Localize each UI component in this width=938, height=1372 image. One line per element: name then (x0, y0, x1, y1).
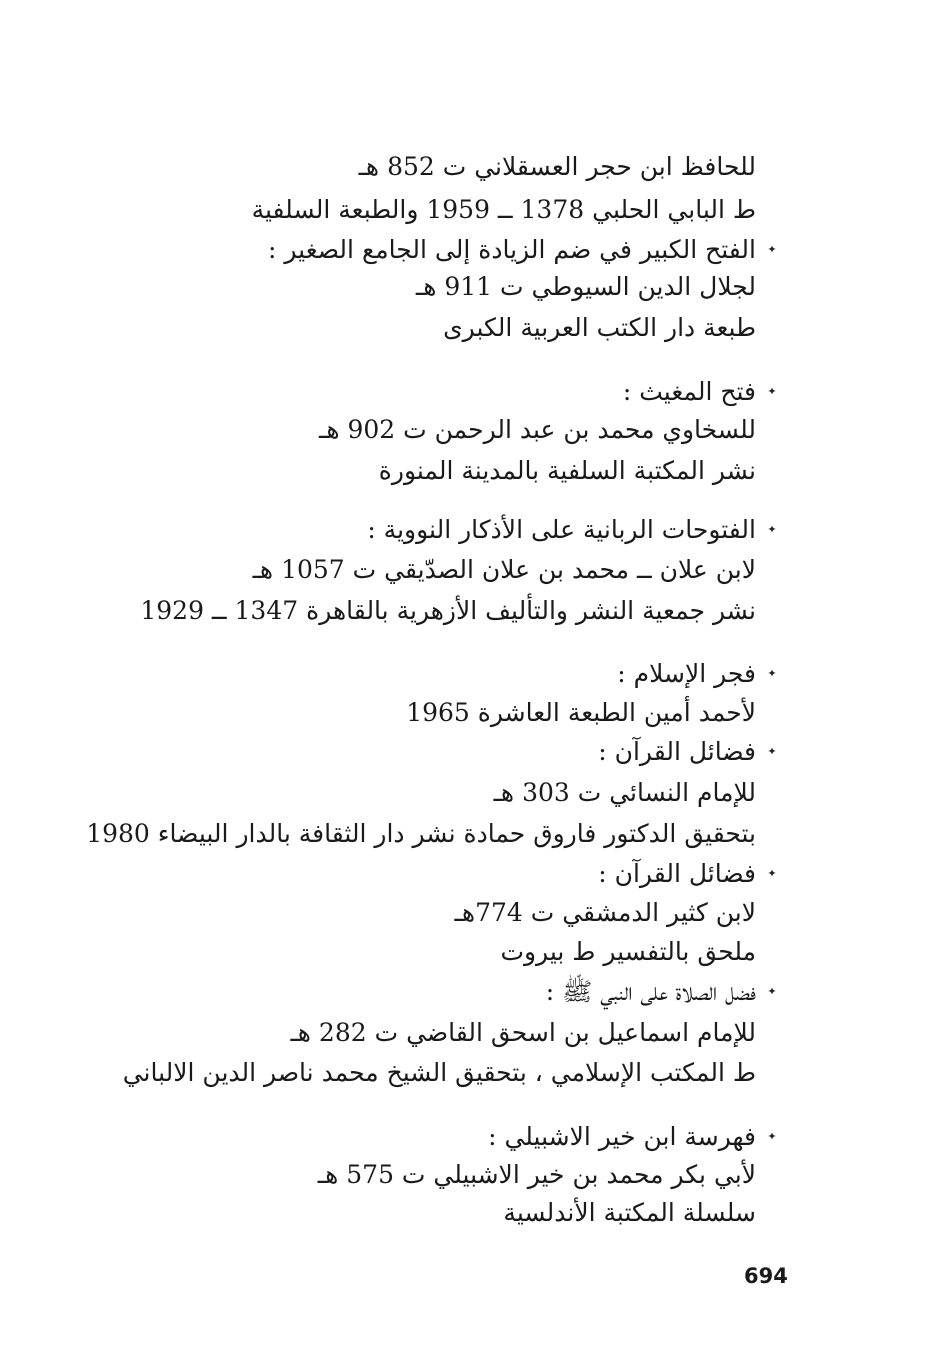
entry-detail-line: للحافظ ابن حجر العسقلاني ت 852 هـ (358, 152, 756, 181)
list-bullet-icon: ✦ (767, 385, 777, 398)
entry-detail-line: للسخاوي محمد بن عبد الرحمن ت 902 هـ (319, 415, 756, 444)
entry-detail-line: لأحمد أمين الطبعة العاشرة 1965 (406, 698, 756, 727)
entry-detail-line: لابن كثير الدمشقي ت 774هـ (454, 898, 756, 927)
entry-detail-line: للإمام اسماعيل بن اسحق القاضي ت 282 هـ (290, 1018, 756, 1047)
page-number: 694 (744, 1264, 788, 1288)
entry-title: فهرسة ابن خير الاشبيلي : (488, 1122, 756, 1151)
entry-detail-line: طبعة دار الكتب العربية الكبرى (443, 313, 756, 342)
entry-detail-line: للإمام النسائي ت 303 هـ (493, 778, 756, 807)
entry-detail-line: لأبي بكر محمد بن خير الاشبيلي ت 575 هـ (317, 1160, 756, 1189)
list-bullet-icon: ✦ (767, 667, 777, 680)
list-bullet-icon: ✦ (767, 523, 777, 536)
entry-detail-line: نشر جمعية النشر والتأليف الأزهرية بالقاهرة 1347 ــ 1929 (140, 596, 756, 625)
entry-title: فضائل القرآن : (598, 737, 756, 766)
list-bullet-icon: ✦ (767, 745, 777, 758)
list-bullet-icon: ✦ (767, 985, 777, 998)
entry-title: الفتح الكبير في ضم الزيادة إلى الجامع الصغير : (267, 235, 756, 264)
list-bullet-icon: ✦ (767, 243, 777, 256)
entry-detail-line: لجلال الدين السيوطي ت 911 هـ (415, 272, 756, 301)
entry-detail-line: ط المكتب الإسلامي ، بتحقيق الشيخ محمد ناصر الدين الالباني (122, 1058, 756, 1087)
entry-detail-line: سلسلة المكتبة الأندلسية (503, 1198, 756, 1227)
entry-title: فتح المغيث : (622, 377, 756, 406)
entry-title: فضائل القرآن : (598, 859, 756, 888)
entry-detail-line: بتحقيق الدكتور فاروق حمادة نشر دار الثقافة بالدار البيضاء 1980 (86, 819, 756, 848)
list-bullet-icon: ✦ (767, 1130, 777, 1143)
entry-detail-line: ملحق بالتفسير ط بيروت (500, 937, 756, 966)
entry-title: فجر الإسلام : (617, 659, 756, 688)
entry-detail-line: لابن علان ــ محمد بن علان الصدّيقي ت 1057 هـ (252, 555, 756, 584)
entry-detail-line: ط البابي الحلبي 1378 ــ 1959 والطبعة السلفية (251, 195, 756, 224)
entry-title: فضل الصلاة على النبي ﷺ : (545, 977, 756, 1006)
entry-detail-line: نشر المكتبة السلفية بالمدينة المنورة (378, 456, 756, 485)
list-bullet-icon: ✦ (767, 867, 777, 880)
entry-title: الفتوحات الربانية على الأذكار النووية : (367, 515, 756, 544)
